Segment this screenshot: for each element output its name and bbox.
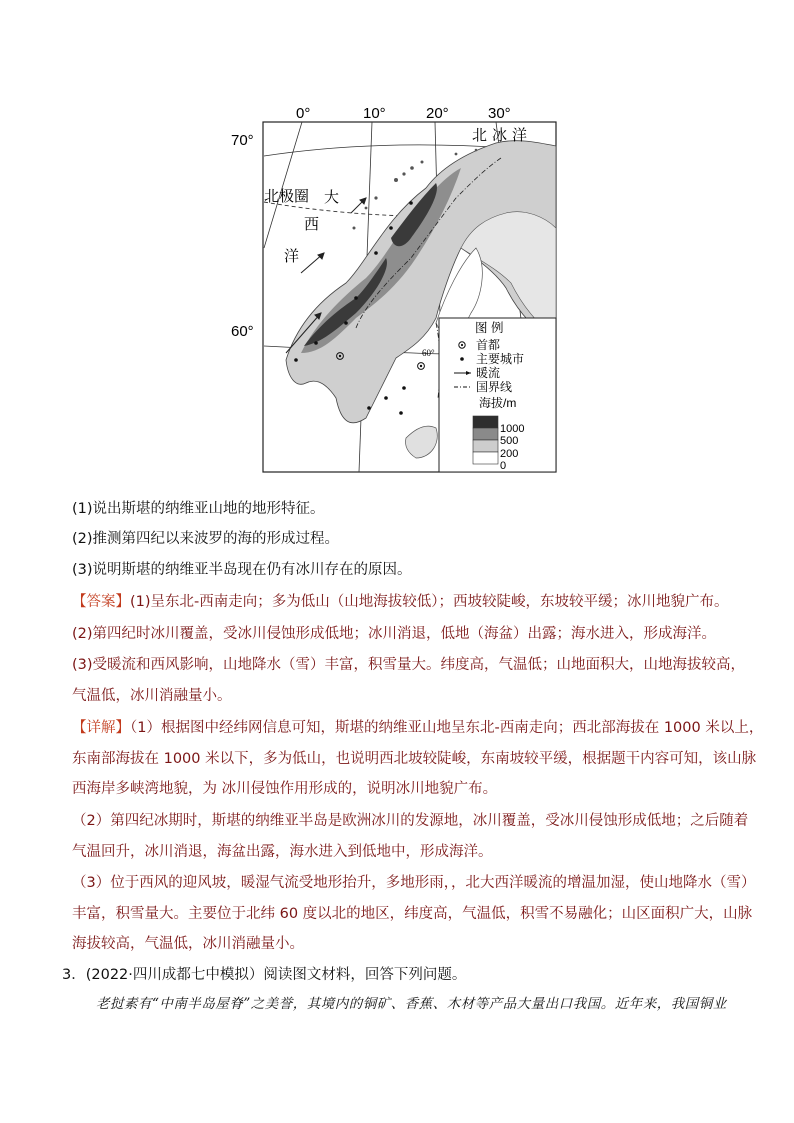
north-ocean-label: 北冰洋 xyxy=(472,127,533,144)
detail-line-2: 东南部海拔在 1000 米以下，多为低山，也说明西北坡较陡峻，东南坡较平缓，根据题干内容可知，该山脉 xyxy=(72,751,757,767)
atlantic-char-3: 洋 xyxy=(284,248,300,265)
lon-label-10: 10° xyxy=(363,105,386,122)
answer-line-4: 气温低，冰川消融量小。 xyxy=(72,688,232,704)
atlantic-char-1: 大 xyxy=(324,189,340,206)
legend xyxy=(439,318,556,472)
detail-line-8: 海拔较高，气温低，冰川消融量小。 xyxy=(72,936,304,952)
question-3: (3)说明斯堪的纳维亚半岛现在仍有冰川存在的原因。 xyxy=(72,562,412,578)
lat-label-70: 70° xyxy=(231,132,254,149)
scandinavia-map xyxy=(226,98,562,484)
legend-elev-200: 200 xyxy=(500,448,519,460)
detail-line-1: 【详解】（1）根据图中经纬网信息可知，斯堪的纳维亚山地呈东北-西南走向；西北部海拔在 1000 米以上， xyxy=(72,720,764,736)
question-2: (2)推测第四纪以来波罗的海的形成过程。 xyxy=(72,531,340,547)
legend-elev-500: 500 xyxy=(500,435,519,447)
lat-label-60: 60° xyxy=(231,323,254,340)
lon-label-20: 20° xyxy=(426,105,449,122)
legend-current: 暖流 xyxy=(476,366,501,380)
detail-line-4: （2）第四纪冰期时，斯堪的纳维亚半岛是欧洲冰川的发源地，冰川覆盖，受冰川侵蚀形成低地；之后随着 xyxy=(72,813,749,829)
detail-line-7: 丰富，积雪量大。主要位于北纬 60 度以北的地区，纬度高，气温低，积雪不易融化；山区面积广大，山脉 xyxy=(72,906,753,922)
answer-line-1: 【答案】(1)呈东北-西南走向；多为低山（山地海拔较低）；西坡较陡峻，东坡较平缓；冰川地貌广布。 xyxy=(72,594,729,610)
question-1: (1)说出斯堪的纳维亚山地的地形特征。 xyxy=(72,501,325,517)
q3-heading: 3．(2022·四川成都七中模拟）阅读图文材料，回答下列问题。 xyxy=(62,967,467,983)
legend-elev-0: 0 xyxy=(500,460,507,472)
detail-line-6: （3）位于西风的迎风坡，暖湿气流受地形抬升，多地形雨，，北大西洋暖流的增温加湿，使山地降水（雪） xyxy=(72,875,756,891)
detail-line-3: 西海岸多峡湾地貌，为 冰川侵蚀作用形成的，说明冰川地貌广布。 xyxy=(72,781,498,797)
arctic-circle-label: 北极圈 xyxy=(264,188,310,205)
legend-border: 国界线 xyxy=(476,380,513,394)
lon-label-30: 30° xyxy=(488,105,511,122)
legend-elev-title: 海拔/m xyxy=(479,396,517,410)
legend-capital: 首都 xyxy=(476,338,501,352)
legend-title: 图 例 xyxy=(475,321,504,335)
lon-label-0: 0° xyxy=(296,105,311,122)
atlantic-char-2: 西 xyxy=(304,216,320,233)
q3-paragraph: 老挝素有“中南半岛屋脊”之美誉，其境内的铜矿、香蕉、木材等产品大量出口我国。近年来，我国铜业 xyxy=(96,996,727,1012)
legend-elev-1000: 1000 xyxy=(500,423,525,435)
lon-60-label: 60° xyxy=(422,348,435,358)
answer-line-3: (3)受暖流和西风影响，山地降水（雪）丰富，积雪量大。纬度高，气温低；山地面积大，山地海拔较高， xyxy=(72,657,746,673)
detail-tag: 【详解】 xyxy=(72,720,130,736)
answer-line-2: (2)第四纪时冰川覆盖，受冰川侵蚀形成低地；冰川消退，低地（海盆）出露；海水进入，形成海洋。 xyxy=(72,626,717,642)
legend-city: 主要城市 xyxy=(476,352,525,366)
detail-line-5: 气温回升，冰川消退，海盆出露，海水进入到低地中，形成海洋。 xyxy=(72,844,493,860)
answer-tag: 【答案】 xyxy=(72,594,130,610)
